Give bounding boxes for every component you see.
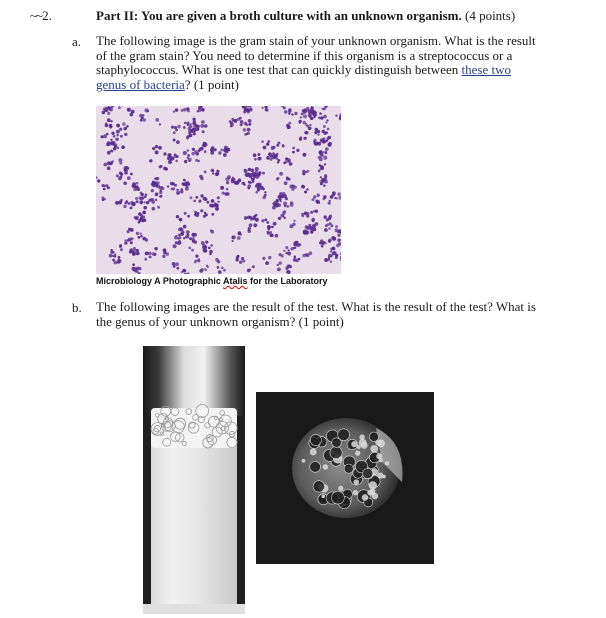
part-a-letter: a. [72, 34, 82, 49]
link-these-two[interactable]: these two [461, 62, 511, 77]
question-title-bold: Part II: You are given a broth culture with an unknown organism. [96, 8, 462, 23]
slide-bubbles-photo [256, 392, 434, 564]
part-a-line-1: The following image is the gram stain of your unknown organism. What is the result [96, 33, 536, 48]
part-a-line-2: of the gram stain? You need to determine if this organism is a streptococcus or a [96, 47, 513, 63]
question-number: ~~2. [30, 8, 52, 23]
part-b-letter: b. [72, 300, 82, 315]
gram-stain-micrograph [96, 106, 341, 274]
test-tube-photo [143, 346, 245, 614]
part-a-text [96, 34, 574, 92]
slide-bubbles-image [256, 392, 434, 564]
link-genus-of-bacteria[interactable]: genus of bacteria [96, 76, 185, 92]
part-b-text [96, 300, 574, 329]
part-b-line-2: the genus of your unknown organism? (1 point) [96, 313, 344, 329]
part-a-line-3: staphylococcus. What is one test that can quickly distinguish between these two [96, 62, 511, 77]
part-b-line-1: The following images are the result of the test. What is the result of the test? What is [96, 299, 536, 314]
figure-caption: Microbiology A Photographic Atalis for the Laboratory [96, 276, 328, 286]
caption-misspelled-word: Atalis [223, 276, 248, 286]
gram-stain-image [96, 106, 341, 274]
question-title [96, 8, 515, 24]
question-points: (4 points) [464, 8, 516, 23]
part-a-line-4: genus of bacteria? (1 point) [96, 76, 239, 92]
test-tube-image [143, 346, 245, 614]
